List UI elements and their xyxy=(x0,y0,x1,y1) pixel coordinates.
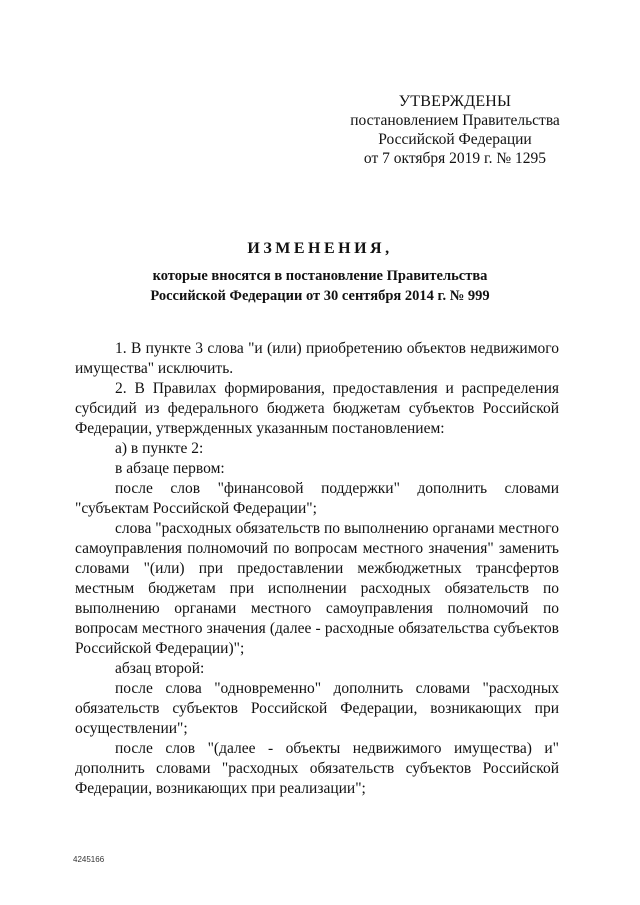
approval-line-1: постановлением Правительства xyxy=(350,112,560,129)
approval-line-2: Российской Федерации xyxy=(378,131,532,148)
paragraph-9: после слов "(далее - объекты недвижимого имущества) и" дополнить словами "расходных обязательств субъектов Российской Федерации, возникающих при реализации"; xyxy=(75,740,559,797)
approval-stamp xyxy=(340,92,570,168)
document-title: ИЗМЕНЕНИЯ, xyxy=(247,240,393,257)
document-subtitle xyxy=(70,266,570,306)
paragraph-3: а) в пункте 2: xyxy=(115,440,204,457)
document-subtitle-line-2: Российской Федерации от 30 сентября 2014 г. № 999 xyxy=(150,288,490,304)
paragraph-1: 1. В пункте 3 слова "и (или) приобретению объектов недвижимого имущества" исключить. xyxy=(75,340,559,377)
paragraph-7: абзац второй: xyxy=(115,660,205,677)
paragraph-6: слова "расходных обязательств по выполнению органами местного самоуправления полномочий по вопросам местного значения" заменить словами "(или) при предоставлении межбюджетных трансфертов местным бюджетам при исполнении расходных обязательств по выполнению органами местного самоуправления полномочий по вопросам местного значения (далее - расходные обязательства субъектов Российской Федерации)"; xyxy=(75,520,559,657)
paragraph-8: после слова "одновременно" дополнить словами "расходных обязательств субъектов Российской Федерации, возникающих при осуществлении"; xyxy=(75,680,559,737)
paragraph-5: после слов "финансовой поддержки" дополнить словами "субъектам Российской Федерации"; xyxy=(75,480,559,517)
document-title-block xyxy=(70,238,570,306)
document-body xyxy=(75,339,559,799)
document-subtitle-line-1: которые вносятся в постановление Правительства xyxy=(152,268,488,284)
approval-line-3: от 7 октября 2019 г. № 1295 xyxy=(363,150,547,167)
paragraph-2: 2. В Правилах формирования, предоставления и распределения субсидий из федерального бюджета бюджетам субъектов Российской Федерации, утвержденных указанным постановлением: xyxy=(75,380,559,437)
approval-heading: УТВЕРЖДЕНЫ xyxy=(398,93,512,110)
document-code: 4245166 xyxy=(73,855,105,864)
paragraph-4: в абзаце первом: xyxy=(115,460,225,477)
